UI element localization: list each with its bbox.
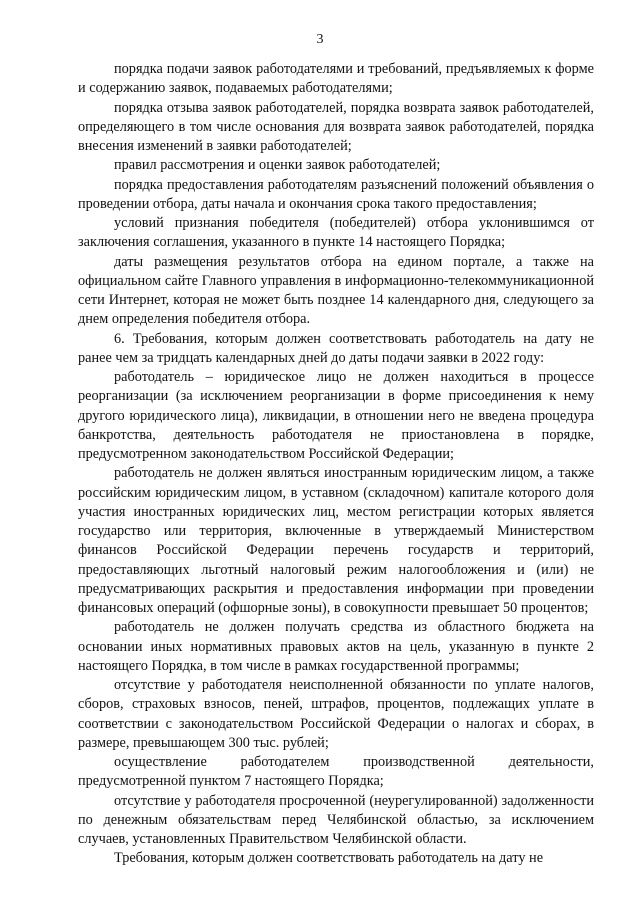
paragraph-no-overdue-debt: отсутствие у работодателя просроченной (неурегулированной) задолженности по денежным обязательствам перед Челябинской областью, за исключением случаев, установленных Правительством Челябинской области. [78,792,594,847]
page-number: 3 [316,32,324,47]
paragraph-no-other-funds: работодатель не должен получать средства из областного бюджета на основании иных нормативных правовых актов на цель, указанную в пункте 2 настоящего Порядка, в том числе в рамках государственной программы; [78,619,594,674]
paragraph-withdrawal-order: порядка отзыва заявок работодателей, порядка возврата заявок работодателей, определяющего в том числе основания для возврата заявок работодателей, порядка внесения изменений в заявки работодателей; [78,99,594,154]
paragraph-no-foreign-entity: работодатель не должен являться иностранным юридическим лицом, а также российским юридическим лицом, в уставном (складочном) капитале которого доля участия иностранных юридических лиц, местом регистрации которых является государство или территория, включенные в утверждаемый Министерством финансов Российской Федерации перечень государств и территорий, предоставляющих льготный налоговый режим налогообложения и (или) не предусматривающих раскрытия и предоставления информации при проведении финансовых операций (офшорные зоны), в совокупности превышает 50 процентов; [78,465,594,616]
paragraph-no-tax-debt: отсутствие у работодателя неисполненной обязанности по уплате налогов, сборов, страховых взносов, пеней, штрафов, процентов, подлежащих уплате в соответствии с законодательством Российской Федерации о налогах и сборах, в размере, превышающем 300 тыс. рублей; [78,677,594,751]
paragraph-winner-evasion: условий признания победителя (победителей) отбора уклонившимся от заключения соглашения, указанного в пункте 14 настоящего Порядка; [78,215,594,251]
paragraph-submission-order: порядка подачи заявок работодателями и требований, предъявляемых к форме и содержанию заявок, подаваемых работодателями; [78,61,594,97]
paragraph-clarifications: порядка предоставления работодателям разъяснений положений объявления о проведении отбора, даты начала и окончания срока такого предоставления; [78,176,594,212]
paragraph-no-reorganization: работодатель – юридическое лицо не должен находиться в процессе реорганизации (за исключением реорганизации в форме присоединения к нему другого юридического лица), ликвидации, в отношении него не введена процедура банкротства, деятельность работодателя не приостановлена в порядке, предусмотренном законодательством Российской Федерации; [78,369,594,462]
paragraph-requirements-continued: Требования, которым должен соответствовать работодатель на дату не [114,850,544,867]
paragraph-requirements-6: 6. Требования, которым должен соответствовать работодатель на дату не ранее чем за тридцать календарных дней до даты подачи заявки в 2022 году: [78,330,594,366]
paragraph-production-activity: осуществление работодателем производственной деятельности, предусмотренной пунктом 7 настоящего Порядка; [78,754,594,790]
document-body [78,60,594,869]
paragraph-review-rules: правил рассмотрения и оценки заявок работодателей; [114,157,441,174]
paragraph-results-publication: даты размещения результатов отбора на едином портале, а также на официальном сайте Главного управления в информационно-телекоммуникационной сети Интернет, которая не может быть позднее 14 календарного дня, следующего за днем определения победителя отбора. [78,253,594,328]
